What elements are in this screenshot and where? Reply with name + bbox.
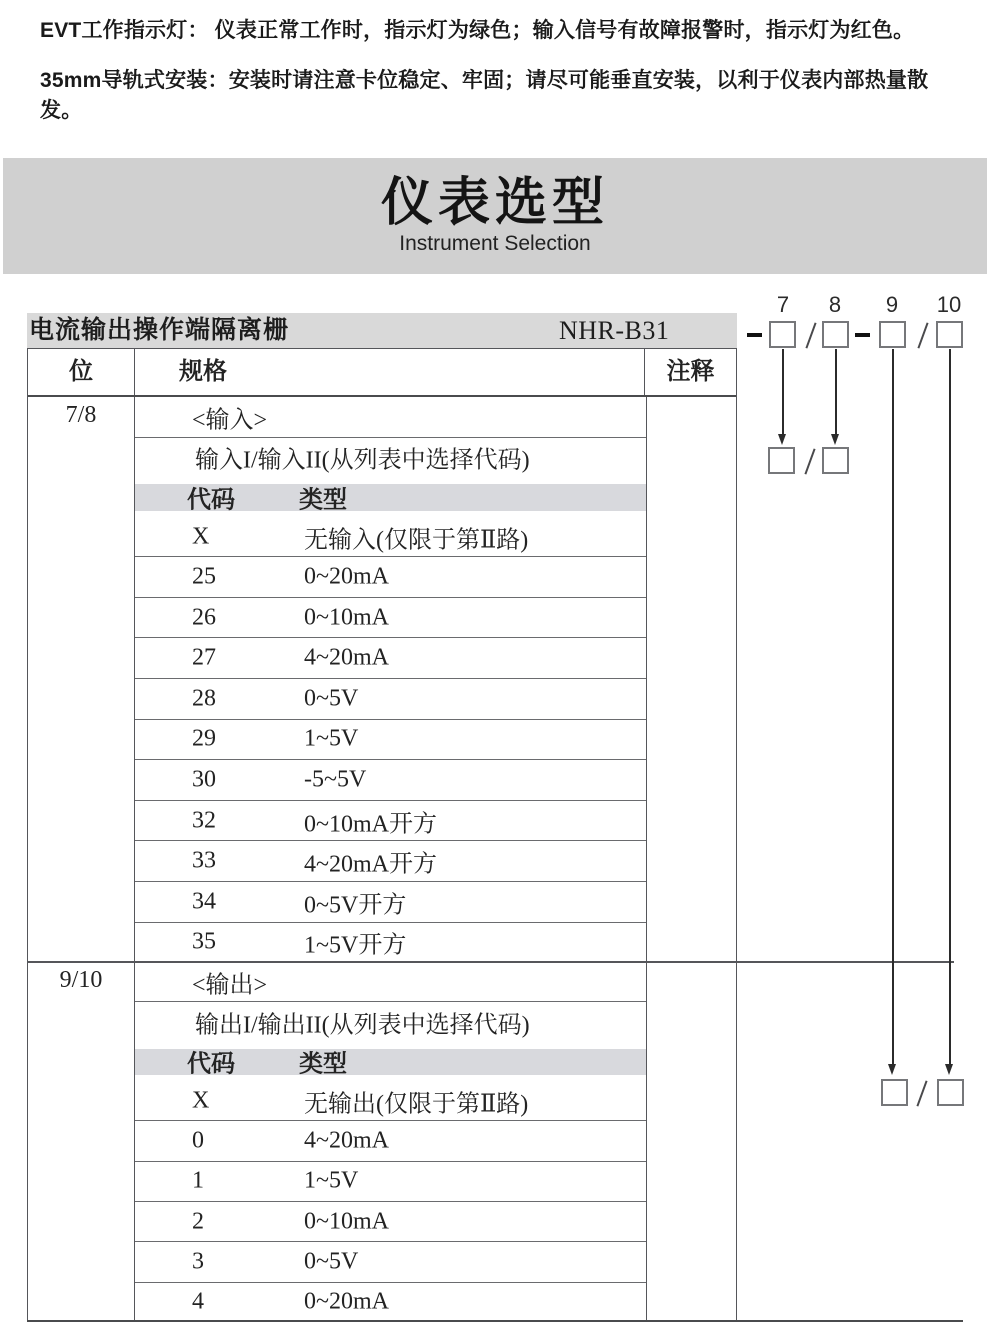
arrowhead-7 (778, 434, 786, 445)
spec-row-codehead (135, 1042, 646, 1081)
slash-separator (804, 448, 815, 474)
spec-row-item (135, 1081, 646, 1121)
selection-table (27, 348, 737, 1322)
type-cell: 0~10mA开方 (304, 811, 437, 838)
spec-row-item (135, 1242, 646, 1282)
digit-label-8: 8 (828, 292, 842, 317)
output-code-box-2 (937, 1079, 964, 1106)
col-header-spec: 规格 (135, 349, 645, 395)
note-din-rail-mount: 35mm导轨式安装：安装时请注意卡位稳定、牢固；请尽可能垂直安装，以利于仪表内部热量散发。 (40, 69, 929, 122)
note-cell (647, 962, 736, 1322)
type-cell: 无输入(仅限于第Ⅱ路) (304, 527, 529, 554)
code-cell: 0 (192, 1127, 204, 1154)
code-cell: 1 (192, 1167, 204, 1194)
spec-row-subheader (135, 438, 646, 478)
input-code-box-1 (768, 447, 795, 474)
code-cell: 29 (192, 725, 216, 752)
code-cell: 35 (192, 928, 216, 955)
spec-row-item (135, 679, 646, 720)
model-digit-box-10 (936, 321, 963, 348)
arrow-line-9 (892, 349, 894, 1065)
input-code-box-2 (822, 447, 849, 474)
type-cell: 0~20mA (304, 1288, 389, 1315)
slash-separator (917, 322, 928, 348)
model-digit-box-9 (879, 321, 906, 348)
code-cell: 30 (192, 766, 216, 793)
banner-subtitle: Instrument Selection (399, 232, 591, 256)
spec-row-item (135, 1202, 646, 1242)
section-divider-line (27, 961, 954, 963)
model-number: NHR-B31 (559, 316, 670, 345)
spec-row-header (135, 962, 646, 1002)
spec-row-item (135, 557, 646, 598)
dash-separator (747, 333, 762, 337)
spec-row-item (135, 923, 646, 963)
code-cell: 25 (192, 563, 216, 590)
header-text: <输出> (192, 972, 268, 999)
arrow-line-7 (782, 349, 784, 435)
product-name: 电流输出操作端隔离栅 (29, 317, 290, 344)
spec-row-item (135, 801, 646, 842)
top-notes (40, 14, 970, 144)
code-cell: 2 (192, 1208, 204, 1235)
table-section-7-8 (28, 397, 736, 962)
type-cell: 4~20mA (304, 1127, 389, 1154)
spec-row-codehead (135, 477, 646, 517)
note-cell (647, 397, 736, 962)
type-cell: 0~5V (304, 685, 359, 712)
bit-label: 7/8 (28, 397, 135, 962)
table-section-9-10 (28, 962, 736, 1322)
spec-row-item (135, 1283, 646, 1322)
digit-label-10: 10 (936, 292, 962, 317)
spec-row-item (135, 598, 646, 639)
code-cell: 代码 (187, 487, 235, 514)
dash-separator (855, 333, 870, 337)
spec-rows (135, 962, 647, 1322)
spec-row-item (135, 720, 646, 761)
code-cell: X (192, 523, 210, 550)
code-cell: 28 (192, 685, 216, 712)
code-cell: 代码 (187, 1051, 235, 1078)
spec-row-header (135, 397, 646, 438)
table-bottom-line (27, 1320, 963, 1322)
type-cell: 0~20mA (304, 563, 389, 590)
arrow-line-10 (949, 349, 951, 1065)
type-cell: 0~5V (304, 1248, 359, 1275)
arrow-line-8 (835, 349, 837, 435)
slash-separator (916, 1080, 927, 1106)
product-title-band (27, 313, 737, 348)
arrowhead-8 (831, 434, 839, 445)
digit-label-7: 7 (776, 292, 790, 317)
model-digit-box-7 (769, 321, 796, 348)
type-cell: 1~5V开方 (304, 932, 407, 959)
spec-row-item (135, 841, 646, 882)
spec-row-item (135, 517, 646, 558)
type-cell: 4~20mA (304, 644, 389, 671)
type-cell: 0~10mA (304, 604, 389, 631)
type-cell: 1~5V (304, 725, 359, 752)
code-cell: 26 (192, 604, 216, 631)
code-cell: 27 (192, 644, 216, 671)
model-digit-box-8 (822, 321, 849, 348)
digit-label-9: 9 (885, 292, 899, 317)
arrowhead-10 (945, 1064, 953, 1075)
spec-rows (135, 397, 647, 962)
header-text: <输入> (192, 407, 268, 434)
code-cell: 4 (192, 1288, 204, 1315)
spec-row-item (135, 638, 646, 679)
spec-row-item (135, 1121, 646, 1161)
col-header-note: 注释 (666, 359, 715, 385)
type-cell: 无输出(仅限于第Ⅱ路) (304, 1091, 529, 1118)
spec-row-item (135, 882, 646, 923)
type-cell: -5~5V (304, 766, 367, 793)
type-cell: 类型 (299, 1051, 347, 1078)
type-cell: 类型 (299, 487, 347, 514)
note-evt-indicator: EVT工作指示灯： 仪表正常工作时，指示灯为绿色；输入信号有故障报警时，指示灯为红色。 (40, 19, 915, 42)
banner-title: 仪表选型 (380, 173, 609, 232)
code-cell: 32 (192, 807, 216, 834)
table-header-row (28, 349, 736, 397)
code-cell: 34 (192, 888, 216, 915)
subheader-text: 输出I/输出II(从列表中选择代码) (195, 1012, 530, 1039)
type-cell: 4~20mA开方 (304, 851, 437, 878)
col-header-bit: 位 (28, 349, 135, 395)
slash-separator (805, 322, 816, 348)
spec-row-subheader (135, 1002, 646, 1041)
code-cell: 33 (192, 847, 216, 874)
code-cell: 3 (192, 1248, 204, 1275)
output-code-box-1 (881, 1079, 908, 1106)
code-cell: X (192, 1087, 210, 1114)
spec-row-item (135, 1162, 646, 1202)
type-cell: 0~5V开方 (304, 892, 407, 919)
table-body (28, 397, 736, 1322)
spec-row-item (135, 760, 646, 801)
type-cell: 0~10mA (304, 1208, 389, 1235)
section-banner (3, 158, 987, 274)
subheader-text: 输入I/输入II(从列表中选择代码) (195, 447, 530, 474)
type-cell: 1~5V (304, 1167, 359, 1194)
bit-label: 9/10 (28, 962, 135, 1322)
arrowhead-9 (888, 1064, 896, 1075)
